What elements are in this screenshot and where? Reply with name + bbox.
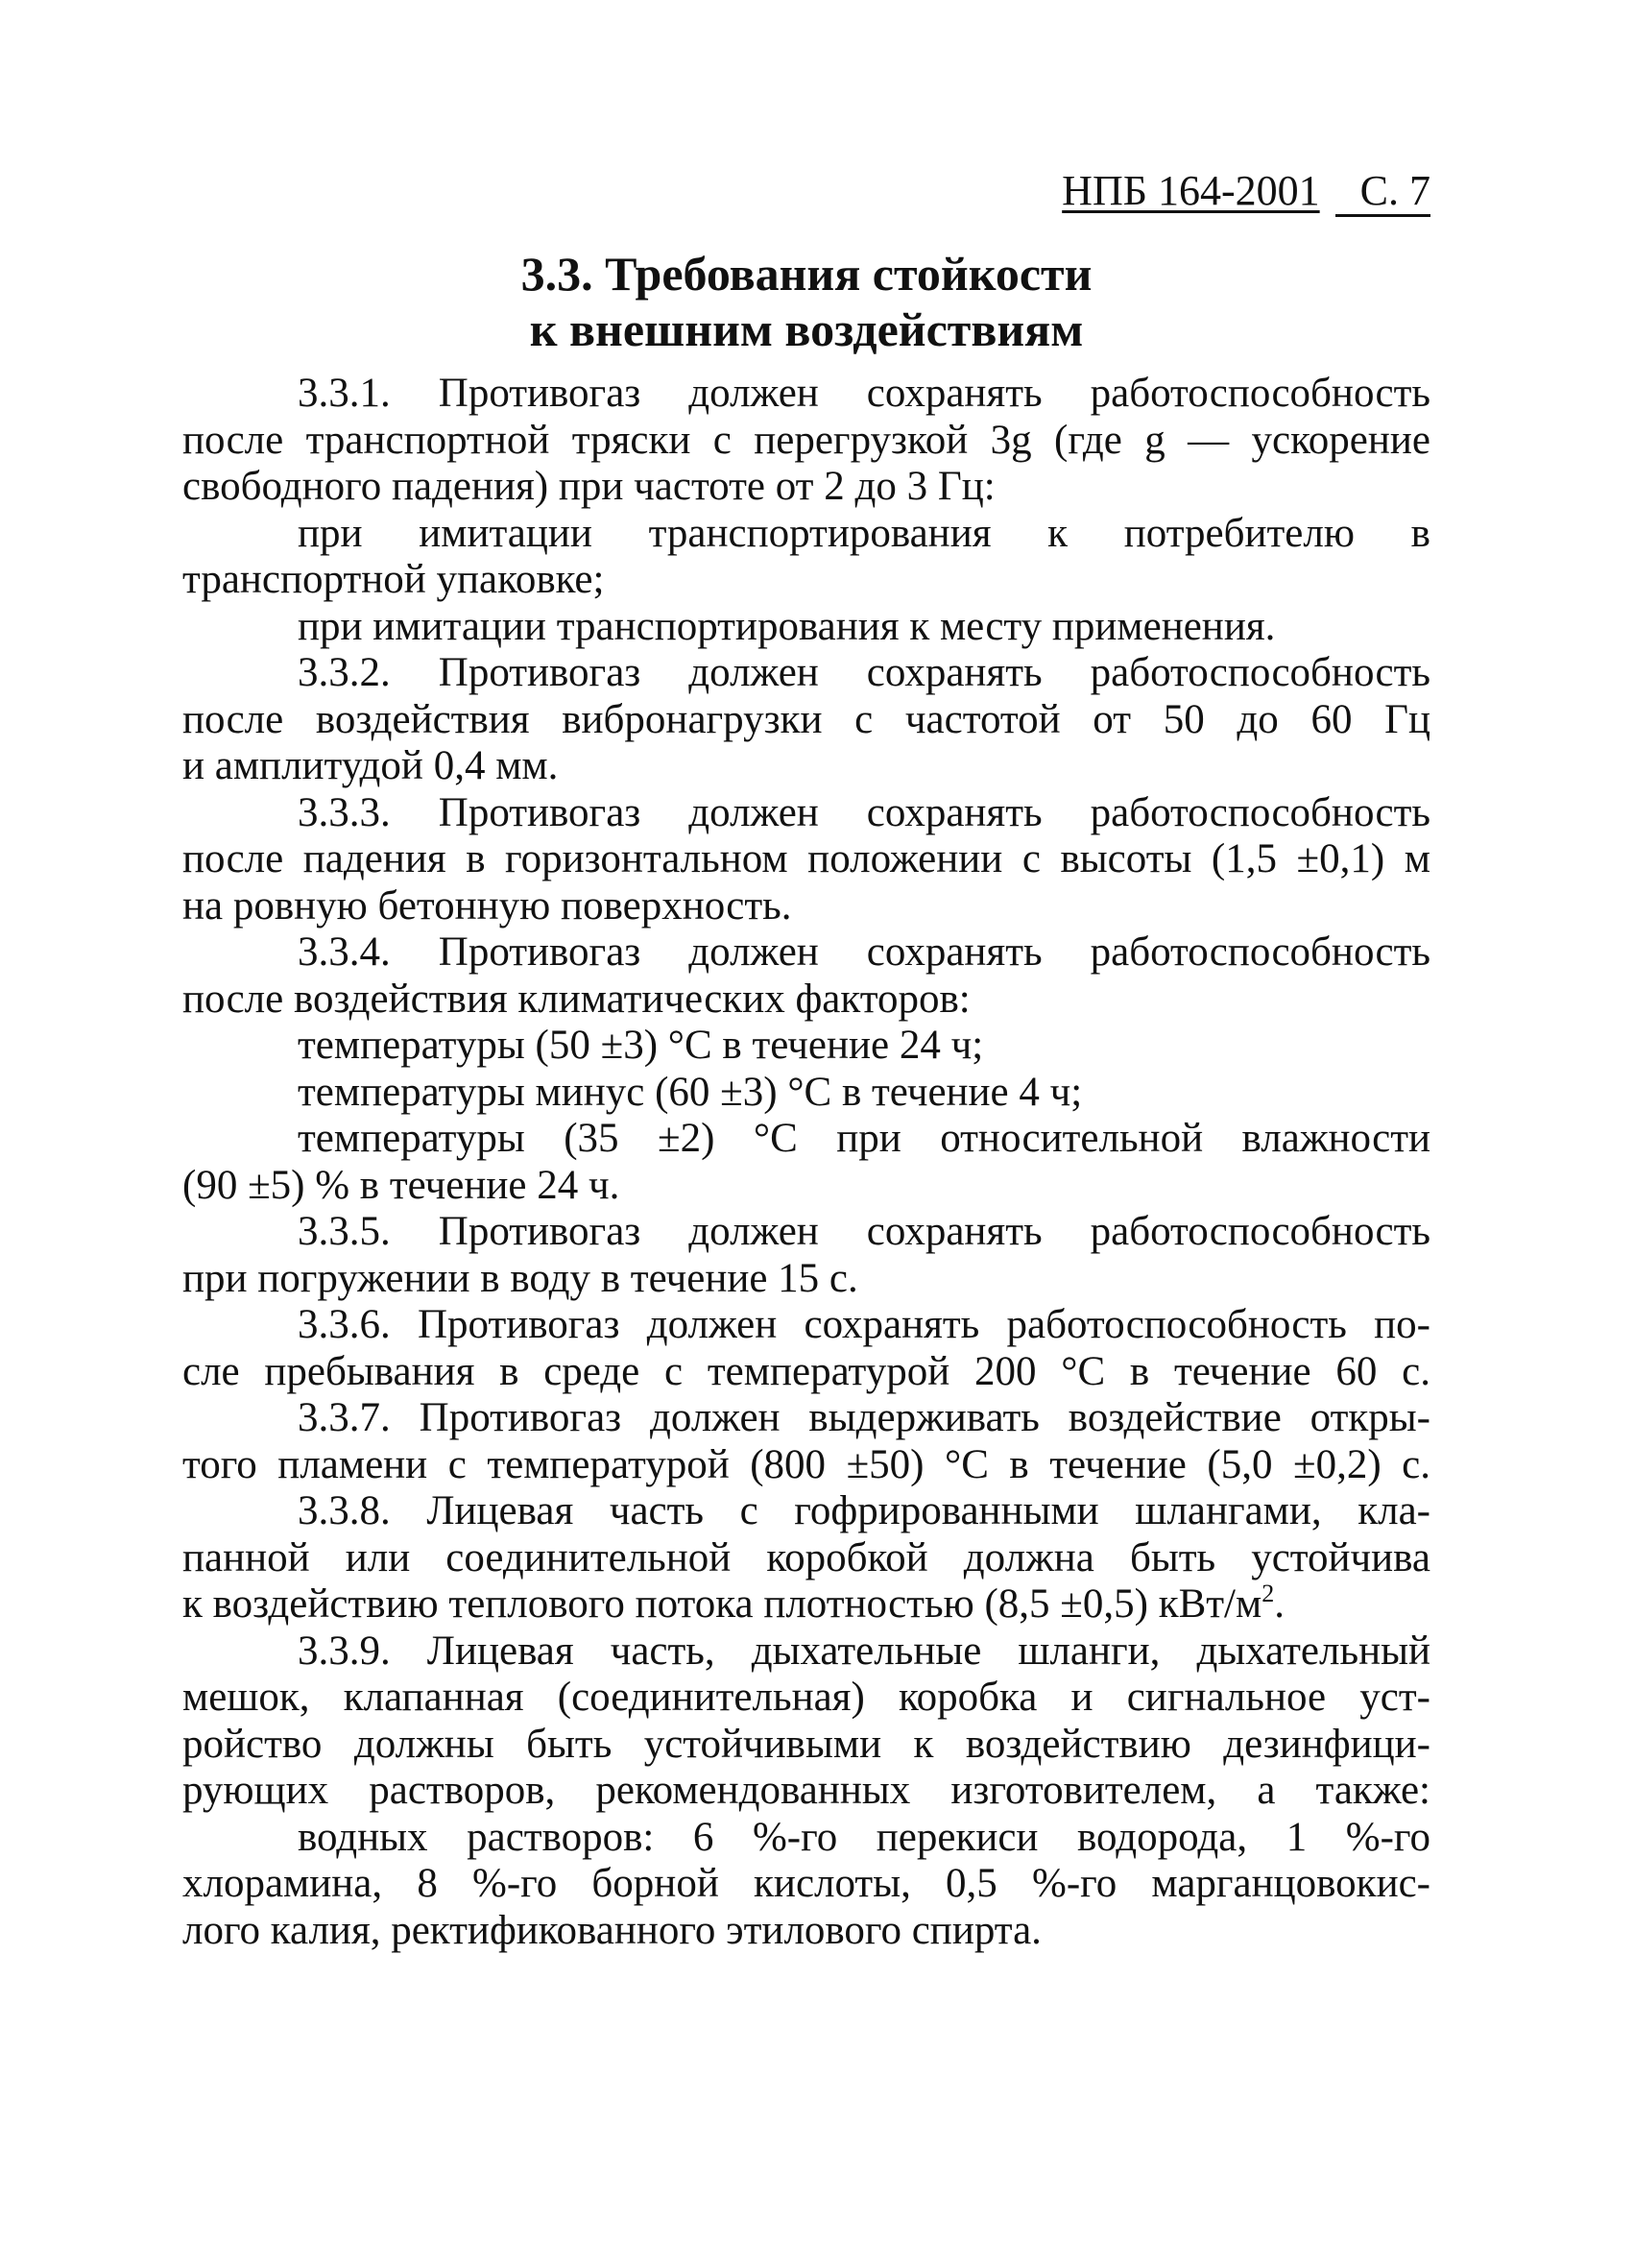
text-line: температуры (50 ±3) °С в течение 24 ч; xyxy=(298,1023,984,1068)
text-line: рующих растворов, рекомендованных изготовителем, а также: xyxy=(182,1768,1430,1813)
text-line: после падения в горизонтальном положении с высоты (1,5 ±0,1) м xyxy=(182,836,1430,881)
text-line-tail: . xyxy=(1274,1581,1285,1627)
section-title-line-2: к внешним воздействиям xyxy=(529,302,1084,356)
text-line: свободного падения) при частоте от 2 до 3 Гц: xyxy=(182,464,996,509)
text-line: ройство должны быть устойчивыми к воздействию дезинфици- xyxy=(182,1721,1430,1767)
text-line: при имитации транспортирования к месту применения. xyxy=(298,603,1276,649)
text-line: температуры минус (60 ±3) °С в течение 4 ч; xyxy=(298,1069,1083,1115)
document-code: НПБ 164-2001 xyxy=(1062,167,1320,214)
text-line: температуры (35 ±2) °С при относительной влажности xyxy=(298,1116,1430,1161)
text-line: на ровную бетонную поверхность. xyxy=(182,882,792,929)
text-line: при имитации транспортирования к потребителю в xyxy=(298,510,1430,556)
text-line-with-superscript xyxy=(182,1581,1430,1629)
superscript: 2 xyxy=(1262,1580,1275,1607)
text-line: (90 ±5) % в течение 24 ч. xyxy=(182,1162,620,1208)
text-line: и амплитудой 0,4 мм. xyxy=(182,743,559,788)
text-line: 3.3.9. Лицевая часть, дыхательные шланги, дыхательный xyxy=(298,1628,1430,1674)
page-number: С. 7 xyxy=(1335,168,1430,217)
text-line: мешок, клапанная (соединительная) коробка и сигнальное уст- xyxy=(182,1675,1430,1720)
text-line: при погружении в воду в течение 15 с. xyxy=(182,1255,858,1301)
section-title-line-1: 3.3. Требования стойкости xyxy=(520,247,1093,301)
text-line: лого калия, ректификованного этилового спирта. xyxy=(182,1907,1042,1953)
text-line: 3.3.2. Противогаз должен сохранять работоспособность xyxy=(298,650,1430,695)
text-line: 3.3.7. Противогаз должен выдерживать воздействие откры- xyxy=(298,1395,1430,1440)
text-line: после воздействия вибронагрузки с частотой от 50 до 60 Гц xyxy=(182,696,1430,742)
text-line: панной или соединительной коробкой должна быть устойчива xyxy=(182,1534,1430,1580)
text-line: 3.3.8. Лицевая часть с гофрированными шлангами, кла- xyxy=(298,1488,1430,1533)
page-header xyxy=(1008,165,1430,217)
text-line: хлорамина, 8 %-го борной кислоты, 0,5 %-го марганцовокис- xyxy=(182,1861,1430,1906)
text-line-body: к воздействию теплового потока плотностью (8,5 ±0,5) кВт/м xyxy=(182,1581,1262,1627)
text-line: 3.3.6. Противогаз должен сохранять работоспособность по- xyxy=(298,1302,1430,1347)
text-line: 3.3.5. Противогаз должен сохранять работоспособность xyxy=(298,1209,1430,1254)
section-title xyxy=(182,246,1430,357)
text-line: 3.3.1. Противогаз должен сохранять работоспособность xyxy=(298,371,1430,416)
text-line: того пламени с температурой (800 ±50) °С в течение (5,0 ±0,2) с. xyxy=(182,1441,1430,1487)
text-line: 3.3.4. Противогаз должен сохранять работоспособность xyxy=(298,929,1430,975)
section-body xyxy=(182,371,1430,1954)
text-line: сле пребывания в среде с температурой 200 °С в течение 60 с. xyxy=(182,1348,1430,1394)
text-line: 3.3.3. Противогаз должен сохранять работоспособность xyxy=(298,789,1430,835)
text-line: водных растворов: 6 %-го перекиси водорода, 1 %-го xyxy=(298,1814,1430,1860)
text-line: транспортной упаковке; xyxy=(182,557,605,602)
text-line: после воздействия климатических факторов: xyxy=(182,976,971,1022)
text-line: после транспортной тряски с перегрузкой 3g (где g — ускорение xyxy=(182,417,1430,463)
